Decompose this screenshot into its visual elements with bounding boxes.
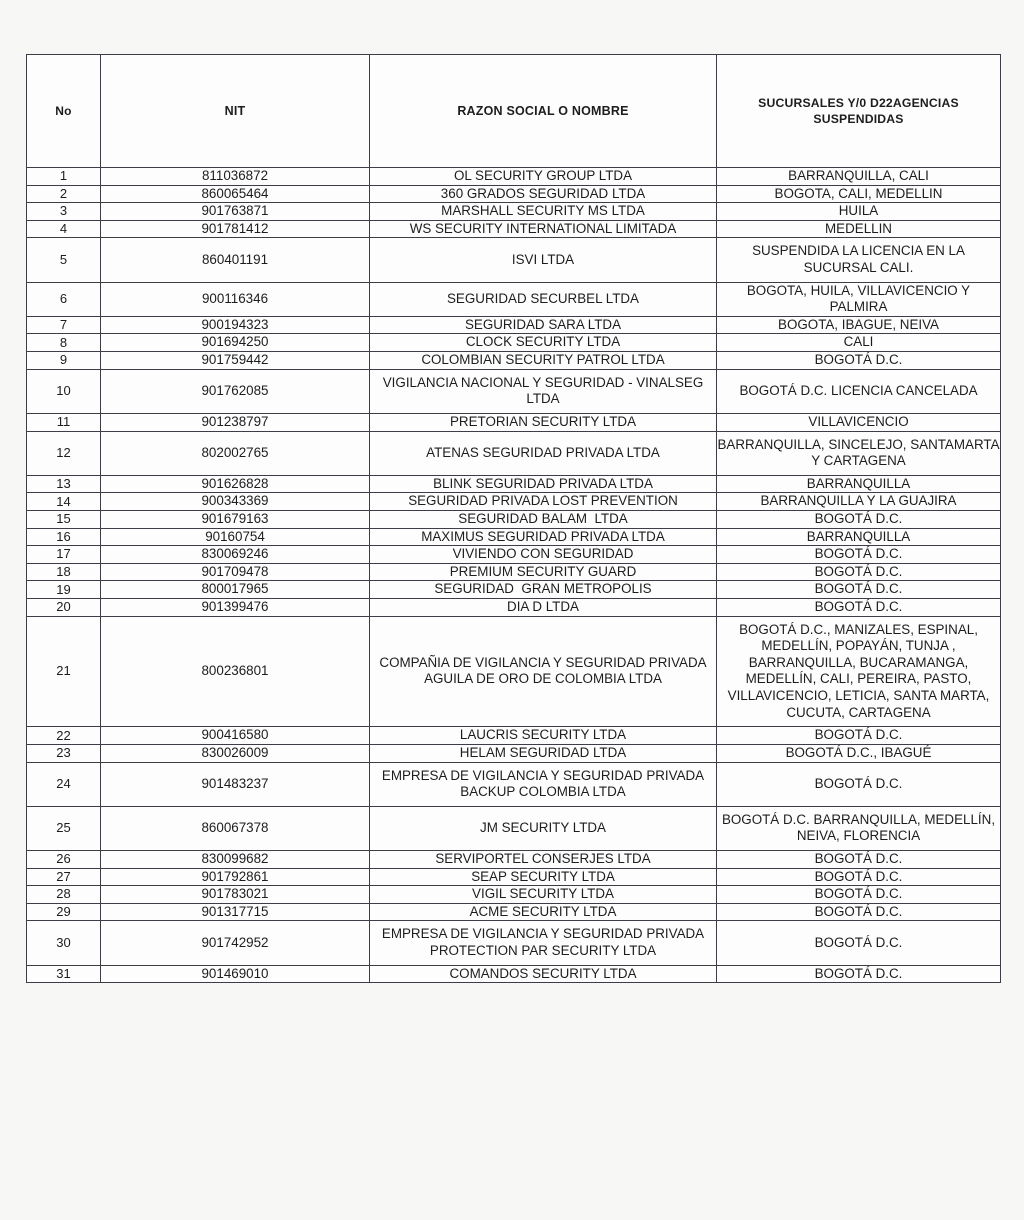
- cell-razon-social: BLINK SEGURIDAD PRIVADA LTDA: [370, 475, 717, 493]
- table-row: [27, 850, 1001, 868]
- cell-razon-social: WS SECURITY INTERNATIONAL LIMITADA: [370, 220, 717, 238]
- table-row: [27, 475, 1001, 493]
- cell-razon-social: MAXIMUS SEGURIDAD PRIVADA LTDA: [370, 528, 717, 546]
- table-row: [27, 203, 1001, 221]
- table-row: [27, 493, 1001, 511]
- cell-nit: 901238797: [101, 413, 370, 431]
- table-row: [27, 282, 1001, 316]
- cell-nit: 900343369: [101, 493, 370, 511]
- cell-row-number: 29: [27, 903, 101, 921]
- cell-razon-social: CLOCK SECURITY LTDA: [370, 334, 717, 352]
- cell-razon-social: EMPRESA DE VIGILANCIA Y SEGURIDAD PRIVADA BACKUP COLOMBIA LTDA: [370, 762, 717, 806]
- column-header-nit: NIT: [101, 55, 370, 168]
- cell-nit: 900116346: [101, 282, 370, 316]
- cell-razon-social: EMPRESA DE VIGILANCIA Y SEGURIDAD PRIVADA PROTECTION PAR SECURITY LTDA: [370, 921, 717, 965]
- cell-row-number: 3: [27, 203, 101, 221]
- cell-sucursales-suspendidas: BOGOTÁ D.C.: [717, 352, 1001, 370]
- cell-row-number: 25: [27, 806, 101, 850]
- cell-nit: 901759442: [101, 352, 370, 370]
- cell-razon-social: SEGURIDAD SECURBEL LTDA: [370, 282, 717, 316]
- cell-row-number: 31: [27, 965, 101, 983]
- cell-sucursales-suspendidas: BOGOTA, CALI, MEDELLIN: [717, 185, 1001, 203]
- cell-sucursales-suspendidas: BARRANQUILLA: [717, 475, 1001, 493]
- cell-nit: 901783021: [101, 886, 370, 904]
- table-row: [27, 563, 1001, 581]
- cell-row-number: 11: [27, 413, 101, 431]
- cell-sucursales-suspendidas: BOGOTÁ D.C.: [717, 546, 1001, 564]
- cell-razon-social: 360 GRADOS SEGURIDAD LTDA: [370, 185, 717, 203]
- cell-nit: 901483237: [101, 762, 370, 806]
- cell-sucursales-suspendidas: BOGOTÁ D.C., MANIZALES, ESPINAL, MEDELLÍN, POPAYÁN, TUNJA , BARRANQUILLA, BUCARAMANGA, MEDELLÍN, CALI, PEREIRA, PASTO, VILLAVICENCIO, LETICIA, SANTA MARTA, CUCUTA, CARTAGENA: [717, 616, 1001, 727]
- cell-row-number: 22: [27, 727, 101, 745]
- cell-sucursales-suspendidas: BOGOTÁ D.C.: [717, 903, 1001, 921]
- cell-nit: 901742952: [101, 921, 370, 965]
- cell-razon-social: VIGIL SECURITY LTDA: [370, 886, 717, 904]
- cell-row-number: 5: [27, 238, 101, 282]
- cell-nit: 900194323: [101, 316, 370, 334]
- cell-row-number: 16: [27, 528, 101, 546]
- cell-sucursales-suspendidas: BARRANQUILLA, SINCELEJO, SANTAMARTA Y CARTAGENA: [717, 431, 1001, 475]
- cell-razon-social: VIGILANCIA NACIONAL Y SEGURIDAD - VINALSEG LTDA: [370, 369, 717, 413]
- cell-row-number: 10: [27, 369, 101, 413]
- cell-razon-social: SEGURIDAD GRAN METROPOLIS: [370, 581, 717, 599]
- cell-sucursales-suspendidas: BOGOTÁ D.C.: [717, 850, 1001, 868]
- cell-nit: 860065464: [101, 185, 370, 203]
- table-row: [27, 185, 1001, 203]
- cell-razon-social: LAUCRIS SECURITY LTDA: [370, 727, 717, 745]
- cell-row-number: 18: [27, 563, 101, 581]
- table-row: [27, 528, 1001, 546]
- table-row: [27, 546, 1001, 564]
- cell-row-number: 1: [27, 168, 101, 186]
- table-row: [27, 334, 1001, 352]
- cell-row-number: 12: [27, 431, 101, 475]
- cell-nit: 901679163: [101, 510, 370, 528]
- cell-nit: 860401191: [101, 238, 370, 282]
- cell-nit: 830069246: [101, 546, 370, 564]
- cell-nit: 90160754: [101, 528, 370, 546]
- cell-row-number: 13: [27, 475, 101, 493]
- cell-row-number: 14: [27, 493, 101, 511]
- table-row: [27, 886, 1001, 904]
- cell-row-number: 24: [27, 762, 101, 806]
- cell-row-number: 15: [27, 510, 101, 528]
- cell-row-number: 8: [27, 334, 101, 352]
- cell-razon-social: SERVIPORTEL CONSERJES LTDA: [370, 850, 717, 868]
- table-row: [27, 168, 1001, 186]
- cell-sucursales-suspendidas: BOGOTÁ D.C.: [717, 727, 1001, 745]
- cell-sucursales-suspendidas: BOGOTÁ D.C.: [717, 762, 1001, 806]
- cell-razon-social: PRETORIAN SECURITY LTDA: [370, 413, 717, 431]
- table-row: [27, 965, 1001, 983]
- cell-sucursales-suspendidas: BOGOTÁ D.C.: [717, 886, 1001, 904]
- cell-razon-social: ATENAS SEGURIDAD PRIVADA LTDA: [370, 431, 717, 475]
- table-row: [27, 352, 1001, 370]
- cell-row-number: 21: [27, 616, 101, 727]
- cell-row-number: 20: [27, 599, 101, 617]
- table-row: [27, 510, 1001, 528]
- cell-razon-social: VIVIENDO CON SEGURIDAD: [370, 546, 717, 564]
- cell-sucursales-suspendidas: MEDELLIN: [717, 220, 1001, 238]
- cell-row-number: 27: [27, 868, 101, 886]
- cell-nit: 901762085: [101, 369, 370, 413]
- cell-razon-social: SEGURIDAD SARA LTDA: [370, 316, 717, 334]
- column-header-sucursales: SUCURSALES Y/0 D22AGENCIAS SUSPENDIDAS: [717, 55, 1001, 168]
- table-header-row: [27, 55, 1001, 168]
- table-row: [27, 220, 1001, 238]
- cell-sucursales-suspendidas: SUSPENDIDA LA LICENCIA EN LA SUCURSAL CALI.: [717, 238, 1001, 282]
- table-row: [27, 806, 1001, 850]
- cell-sucursales-suspendidas: BARRANQUILLA: [717, 528, 1001, 546]
- cell-sucursales-suspendidas: BOGOTÁ D.C.: [717, 563, 1001, 581]
- cell-sucursales-suspendidas: BOGOTÁ D.C., IBAGUÉ: [717, 744, 1001, 762]
- table-row: [27, 369, 1001, 413]
- cell-razon-social: PREMIUM SECURITY GUARD: [370, 563, 717, 581]
- cell-nit: 901792861: [101, 868, 370, 886]
- column-header-no: No: [27, 55, 101, 168]
- table-row: [27, 921, 1001, 965]
- cell-sucursales-suspendidas: BOGOTÁ D.C.: [717, 581, 1001, 599]
- cell-sucursales-suspendidas: BOGOTÁ D.C.: [717, 510, 1001, 528]
- cell-row-number: 7: [27, 316, 101, 334]
- table-header: [27, 55, 1001, 168]
- cell-sucursales-suspendidas: BOGOTÁ D.C.: [717, 965, 1001, 983]
- cell-row-number: 26: [27, 850, 101, 868]
- cell-sucursales-suspendidas: BOGOTÁ D.C. LICENCIA CANCELADA: [717, 369, 1001, 413]
- cell-nit: 901709478: [101, 563, 370, 581]
- cell-sucursales-suspendidas: BARRANQUILLA, CALI: [717, 168, 1001, 186]
- table-row: [27, 868, 1001, 886]
- cell-nit: 900416580: [101, 727, 370, 745]
- table-row: [27, 762, 1001, 806]
- table-row: [27, 316, 1001, 334]
- cell-nit: 802002765: [101, 431, 370, 475]
- cell-row-number: 4: [27, 220, 101, 238]
- suspended-companies-table-container: [26, 54, 1003, 983]
- table-row: [27, 727, 1001, 745]
- cell-row-number: 9: [27, 352, 101, 370]
- table-row: [27, 599, 1001, 617]
- cell-razon-social: COLOMBIAN SECURITY PATROL LTDA: [370, 352, 717, 370]
- cell-razon-social: DIA D LTDA: [370, 599, 717, 617]
- cell-nit: 901763871: [101, 203, 370, 221]
- cell-razon-social: MARSHALL SECURITY MS LTDA: [370, 203, 717, 221]
- cell-razon-social: JM SECURITY LTDA: [370, 806, 717, 850]
- cell-razon-social: HELAM SEGURIDAD LTDA: [370, 744, 717, 762]
- cell-nit: 901469010: [101, 965, 370, 983]
- cell-nit: 901317715: [101, 903, 370, 921]
- cell-razon-social: OL SECURITY GROUP LTDA: [370, 168, 717, 186]
- cell-razon-social: SEAP SECURITY LTDA: [370, 868, 717, 886]
- cell-nit: 811036872: [101, 168, 370, 186]
- cell-razon-social: ACME SECURITY LTDA: [370, 903, 717, 921]
- table-body: [27, 168, 1001, 983]
- cell-razon-social: COMANDOS SECURITY LTDA: [370, 965, 717, 983]
- cell-sucursales-suspendidas: BOGOTÁ D.C.: [717, 868, 1001, 886]
- cell-nit: 800236801: [101, 616, 370, 727]
- cell-sucursales-suspendidas: BOGOTÁ D.C.: [717, 599, 1001, 617]
- cell-razon-social: ISVI LTDA: [370, 238, 717, 282]
- table-row: [27, 903, 1001, 921]
- cell-sucursales-suspendidas: VILLAVICENCIO: [717, 413, 1001, 431]
- cell-sucursales-suspendidas: HUILA: [717, 203, 1001, 221]
- cell-razon-social: COMPAÑIA DE VIGILANCIA Y SEGURIDAD PRIVADA AGUILA DE ORO DE COLOMBIA LTDA: [370, 616, 717, 727]
- cell-row-number: 6: [27, 282, 101, 316]
- cell-row-number: 19: [27, 581, 101, 599]
- cell-row-number: 2: [27, 185, 101, 203]
- cell-nit: 830026009: [101, 744, 370, 762]
- cell-sucursales-suspendidas: BOGOTA, IBAGUE, NEIVA: [717, 316, 1001, 334]
- column-header-razon-social: RAZON SOCIAL O NOMBRE: [370, 55, 717, 168]
- cell-sucursales-suspendidas: BARRANQUILLA Y LA GUAJIRA: [717, 493, 1001, 511]
- cell-razon-social: SEGURIDAD BALAM LTDA: [370, 510, 717, 528]
- cell-nit: 901626828: [101, 475, 370, 493]
- table-row: [27, 238, 1001, 282]
- cell-row-number: 17: [27, 546, 101, 564]
- table-row: [27, 744, 1001, 762]
- cell-nit: 901781412: [101, 220, 370, 238]
- cell-nit: 830099682: [101, 850, 370, 868]
- cell-sucursales-suspendidas: BOGOTA, HUILA, VILLAVICENCIO Y PALMIRA: [717, 282, 1001, 316]
- cell-sucursales-suspendidas: BOGOTÁ D.C.: [717, 921, 1001, 965]
- suspended-companies-table: [26, 54, 1001, 983]
- table-row: [27, 581, 1001, 599]
- cell-row-number: 28: [27, 886, 101, 904]
- cell-row-number: 23: [27, 744, 101, 762]
- cell-row-number: 30: [27, 921, 101, 965]
- table-row: [27, 431, 1001, 475]
- cell-razon-social: SEGURIDAD PRIVADA LOST PREVENTION: [370, 493, 717, 511]
- cell-nit: 800017965: [101, 581, 370, 599]
- cell-nit: 901399476: [101, 599, 370, 617]
- cell-nit: 860067378: [101, 806, 370, 850]
- table-row: [27, 616, 1001, 727]
- cell-nit: 901694250: [101, 334, 370, 352]
- cell-sucursales-suspendidas: CALI: [717, 334, 1001, 352]
- table-row: [27, 413, 1001, 431]
- cell-sucursales-suspendidas: BOGOTÁ D.C. BARRANQUILLA, MEDELLÍN, NEIVA, FLORENCIA: [717, 806, 1001, 850]
